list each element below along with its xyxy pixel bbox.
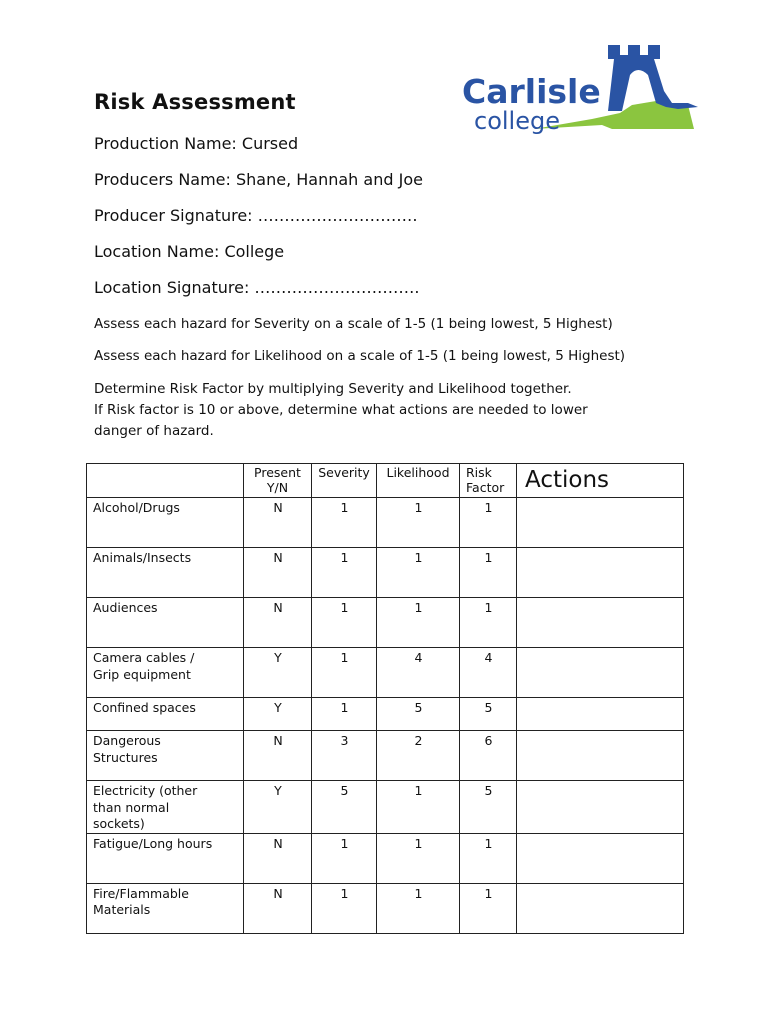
severity-cell: 1 <box>312 648 377 698</box>
hazard-cell <box>87 548 244 598</box>
hazard-line: Audiences <box>93 600 158 615</box>
risk-factor-instruction-line: If Risk factor is 10 or above, determine what actions are needed to lower <box>94 402 588 418</box>
risk-header-line: Factor <box>466 480 505 495</box>
location-name: Location Name: College <box>94 242 285 261</box>
hazard-line: Alcohol/Drugs <box>93 500 180 515</box>
severity-cell: 1 <box>312 833 377 883</box>
likelihood-instruction: Assess each hazard for Likelihood on a scale of 1-5 (1 being lowest, 5 Highest) <box>94 348 626 364</box>
table-row <box>87 731 684 781</box>
logo-line1: Carlisle <box>462 72 601 111</box>
present-cell: N <box>244 833 312 883</box>
present-cell: N <box>244 883 312 933</box>
risk-cell: 1 <box>460 548 517 598</box>
hazard-column-header <box>87 464 244 498</box>
risk-header-line: Risk <box>466 465 492 480</box>
present-header-line: Y/N <box>266 480 289 495</box>
present-header-line: Present <box>254 465 301 480</box>
table-row <box>87 833 684 883</box>
hazard-line: than normal <box>93 799 170 815</box>
hazard-cell <box>87 648 244 698</box>
table-row <box>87 498 684 548</box>
risk-cell: 6 <box>460 731 517 781</box>
risk-cell: 1 <box>460 498 517 548</box>
likelihood-cell: 1 <box>377 598 460 648</box>
severity-cell: 1 <box>312 498 377 548</box>
table-row <box>87 883 684 933</box>
hazard-line: Animals/Insects <box>93 550 192 565</box>
risk-cell: 1 <box>460 598 517 648</box>
severity-cell: 1 <box>312 548 377 598</box>
risk-cell: 4 <box>460 648 517 698</box>
hazard-line: sockets) <box>93 816 145 831</box>
risk-cell: 5 <box>460 781 517 834</box>
hazard-line: Dangerous <box>93 733 161 748</box>
likelihood-cell: 1 <box>377 833 460 883</box>
risk-cell: 1 <box>460 833 517 883</box>
location-signature: Location Signature: …………………………. <box>94 278 420 297</box>
hazard-line: Confined spaces <box>93 700 196 715</box>
severity-cell: 5 <box>312 781 377 834</box>
actions-cell[interactable] <box>517 883 684 933</box>
present-cell: N <box>244 548 312 598</box>
logo-line2: college <box>474 107 560 135</box>
hazard-line: Fatigue/Long hours <box>93 835 213 851</box>
producers-name: Producers Name: Shane, Hannah and Joe <box>94 170 423 189</box>
actions-cell[interactable] <box>517 548 684 598</box>
college-logo <box>442 33 720 151</box>
risk-factor-instruction <box>94 379 588 442</box>
actions-cell[interactable] <box>517 781 684 834</box>
page-title: Risk Assessment <box>94 90 296 114</box>
hazard-line: Camera cables / <box>93 650 195 665</box>
likelihood-cell: 4 <box>377 648 460 698</box>
hazard-cell <box>87 698 244 731</box>
risk-factor-instruction-line: danger of hazard. <box>94 423 214 439</box>
likelihood-cell: 1 <box>377 781 460 834</box>
present-cell: N <box>244 598 312 648</box>
present-cell: N <box>244 498 312 548</box>
actions-column-header: Actions <box>517 464 684 498</box>
severity-cell: 3 <box>312 731 377 781</box>
actions-cell[interactable] <box>517 698 684 731</box>
likelihood-cell: 1 <box>377 548 460 598</box>
production-name: Production Name: Cursed <box>94 134 299 153</box>
present-column-header <box>244 464 312 498</box>
risk-cell: 5 <box>460 698 517 731</box>
hazard-line: Structures <box>93 749 158 765</box>
present-cell: Y <box>244 781 312 834</box>
hazard-cell <box>87 833 244 883</box>
castle-logo-icon <box>442 33 720 151</box>
logo-castle <box>608 45 698 111</box>
producer-signature: Producer Signature: ………………………… <box>94 206 418 225</box>
severity-cell: 1 <box>312 598 377 648</box>
actions-cell[interactable] <box>517 648 684 698</box>
table-row <box>87 548 684 598</box>
risk-table-body <box>87 498 684 934</box>
actions-cell[interactable] <box>517 498 684 548</box>
likelihood-cell: 2 <box>377 731 460 781</box>
likelihood-cell: 1 <box>377 883 460 933</box>
severity-cell: 1 <box>312 883 377 933</box>
actions-cell[interactable] <box>517 731 684 781</box>
hazard-line: Materials <box>93 902 151 917</box>
severity-cell: 1 <box>312 698 377 731</box>
hazard-cell <box>87 731 244 781</box>
table-header-row <box>87 464 684 498</box>
actions-cell[interactable] <box>517 598 684 648</box>
hazard-line: Fire/Flammable <box>93 885 189 901</box>
hazard-line: Grip equipment <box>93 666 191 682</box>
table-row <box>87 598 684 648</box>
present-cell: Y <box>244 648 312 698</box>
actions-cell[interactable] <box>517 833 684 883</box>
table-row <box>87 648 684 698</box>
risk-table <box>86 463 684 934</box>
risk-factor-instruction-line: Determine Risk Factor by multiplying Severity and Likelihood together. <box>94 381 572 397</box>
severity-column-header: Severity <box>312 464 377 498</box>
hazard-cell <box>87 781 244 834</box>
hazard-line: Electricity (other <box>93 783 198 798</box>
likelihood-cell: 1 <box>377 498 460 548</box>
hazard-cell <box>87 498 244 548</box>
present-cell: Y <box>244 698 312 731</box>
severity-instruction: Assess each hazard for Severity on a scale of 1-5 (1 being lowest, 5 Highest) <box>94 316 613 332</box>
likelihood-cell: 5 <box>377 698 460 731</box>
risk-cell: 1 <box>460 883 517 933</box>
risk-factor-column-header <box>460 464 517 498</box>
hazard-cell <box>87 598 244 648</box>
likelihood-column-header: Likelihood <box>377 464 460 498</box>
table-row <box>87 698 684 731</box>
hazard-cell <box>87 883 244 933</box>
present-cell: N <box>244 731 312 781</box>
table-row <box>87 781 684 834</box>
